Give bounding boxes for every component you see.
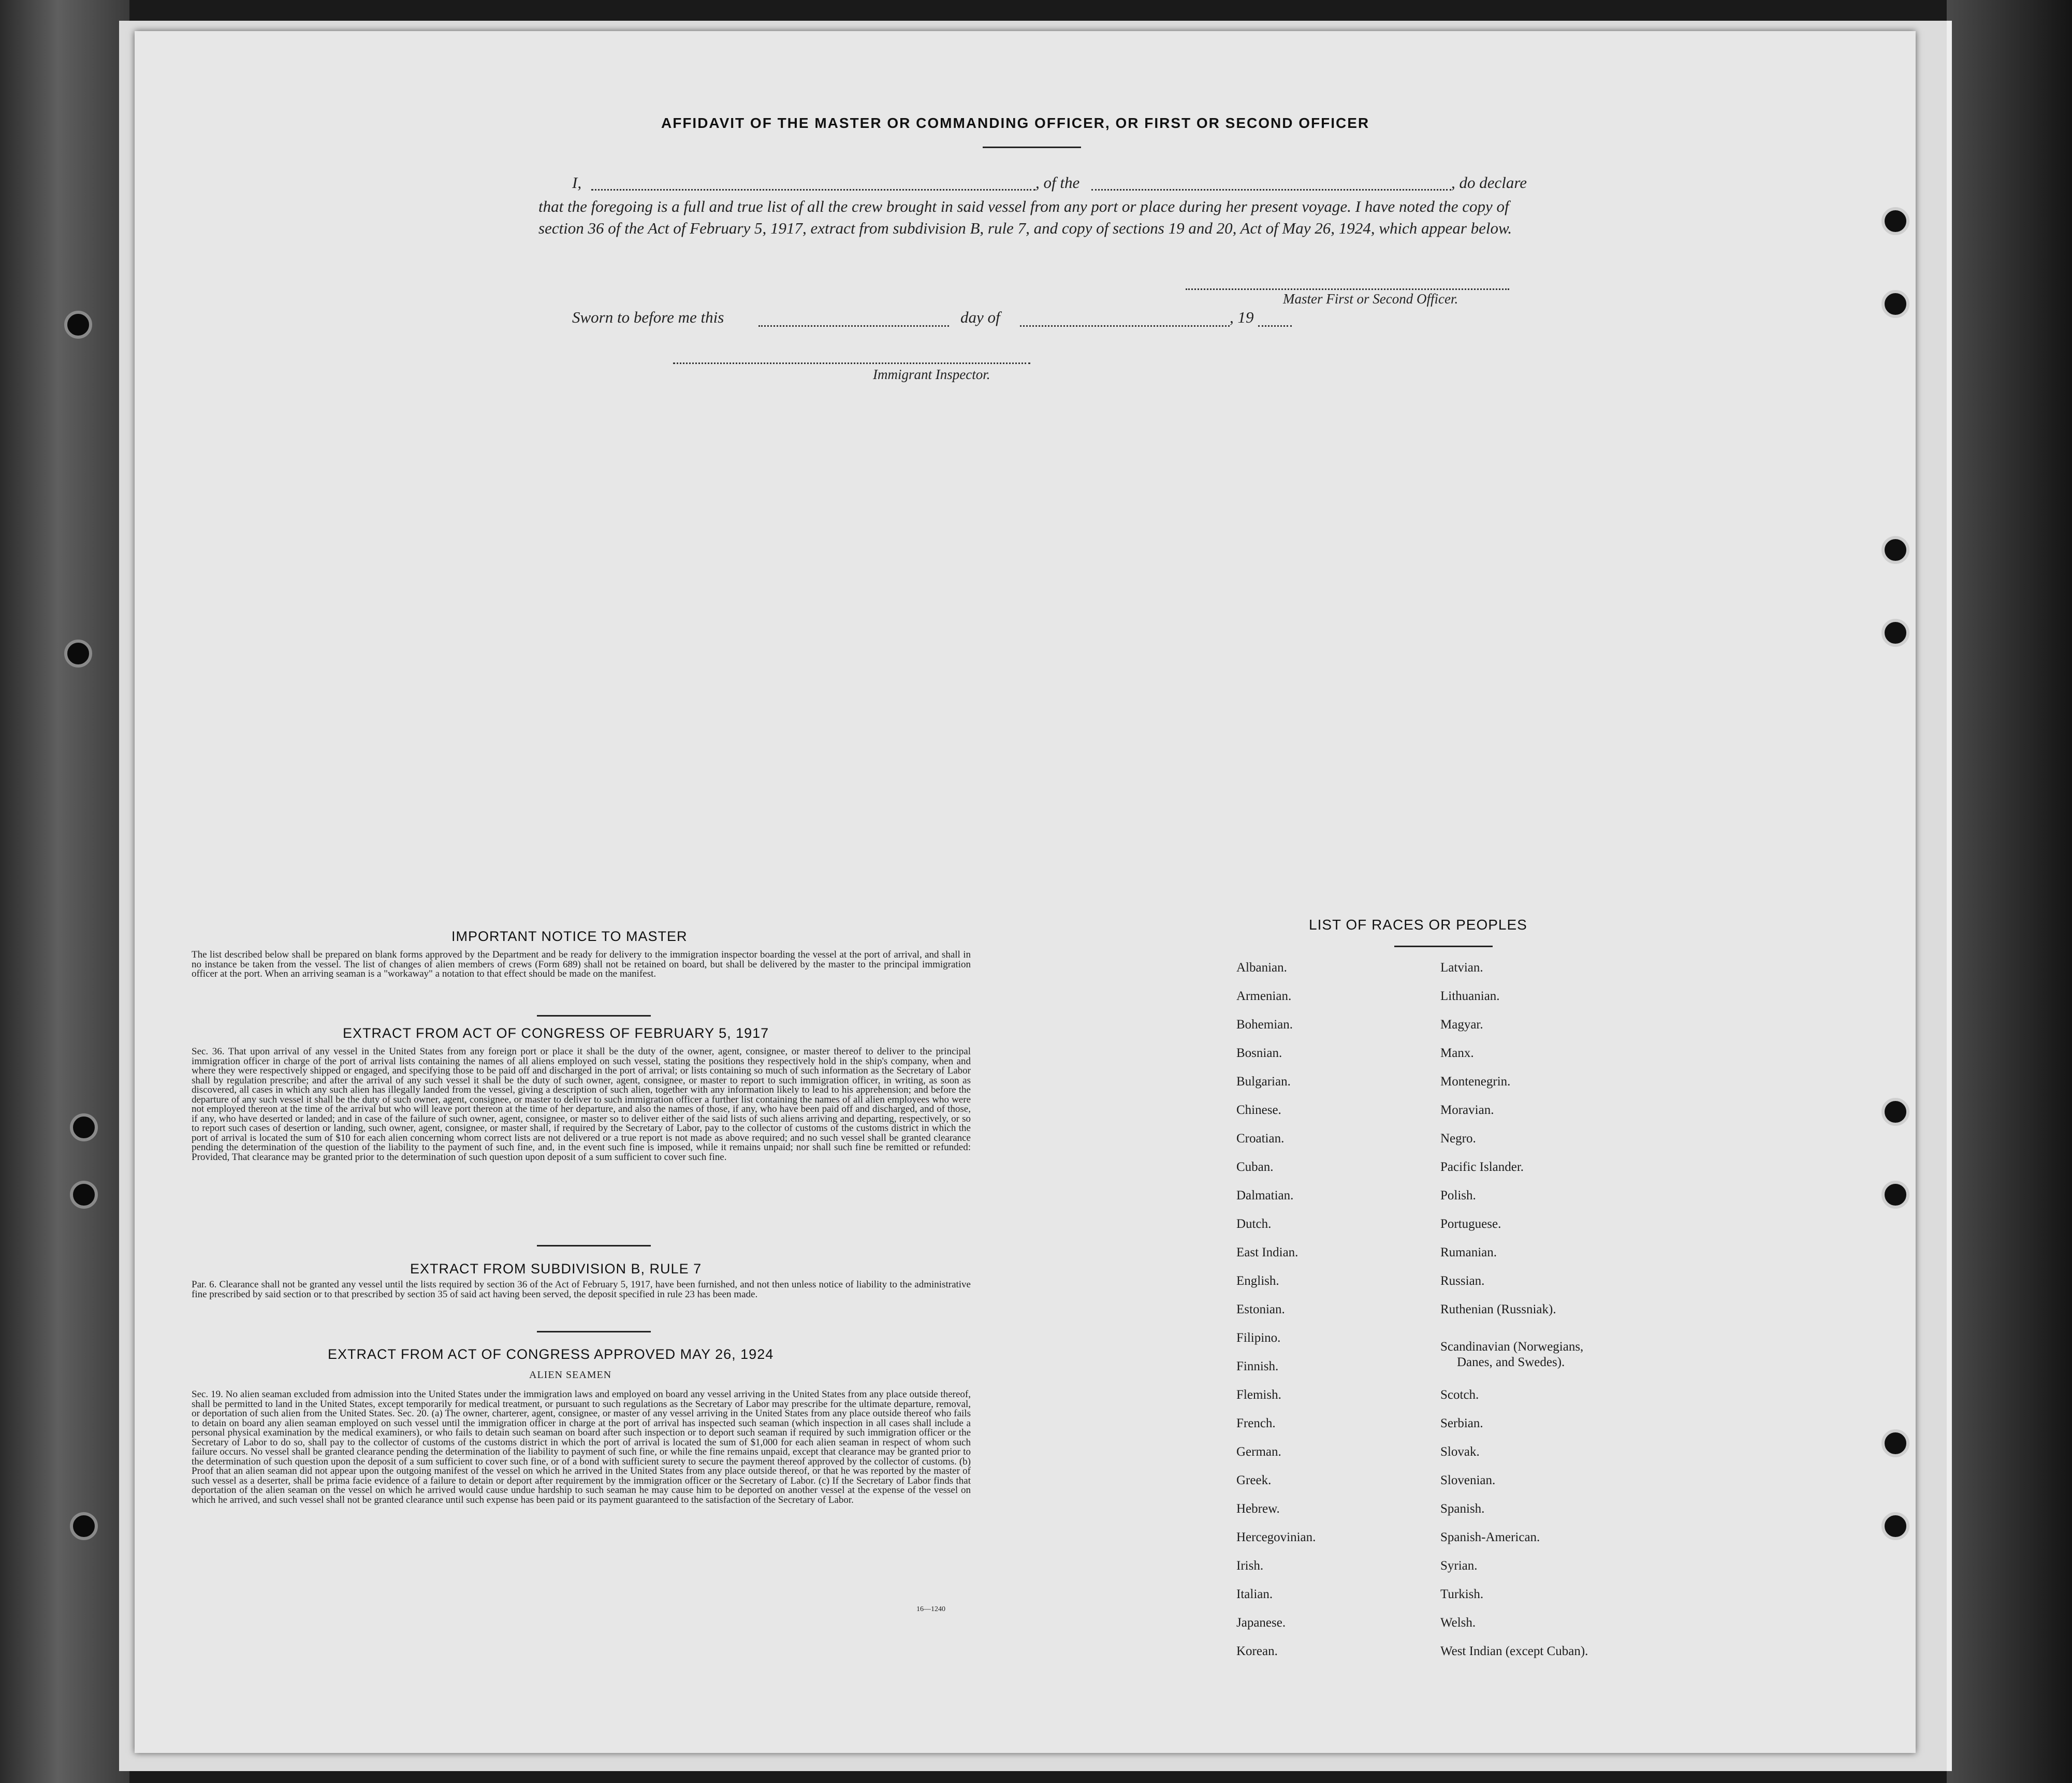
race-item: English. — [1236, 1274, 1279, 1288]
race-item: Croatian. — [1236, 1132, 1285, 1146]
race-item: Moravian. — [1440, 1103, 1494, 1117]
race-item: Dalmatian. — [1236, 1188, 1294, 1202]
extract-1924-subtitle: ALIEN SEAMEN — [529, 1369, 612, 1381]
race-item: French. — [1236, 1416, 1276, 1430]
race-item: Danes, and Swedes). — [1457, 1355, 1565, 1369]
race-item: Lithuanian. — [1440, 989, 1500, 1003]
binder-hole — [70, 1181, 98, 1209]
race-item: Armenian. — [1236, 989, 1292, 1003]
extract-rule7-title: EXTRACT FROM SUBDIVISION B, RULE 7 — [410, 1261, 702, 1277]
race-item: Bulgarian. — [1236, 1075, 1291, 1089]
extract-1917-body: Sec. 36. That upon arrival of any vessel in the United States from any foreign port or place it shall be the duty of the owner, agent, consignee, or master thereof to deliver to the principal immigration officer in charge of the port of arrival lists containing the names of all aliens employed on such vessel, stating the positions they respectively hold in the ship's company, when and where they were respectively shipped or engaged, and specifying those to be paid off and discharged in the port of arrival; or lists containing so much of such information as the Secretary of Labor shall by regulation prescribe; and after the arrival of any such vessel it shall be the duty of such owner, agent, consignee, or master to report to such immigration officer, in writing, as soon as discovered, all cases in which any such alien has illegally landed from the vessel, giving a description of such alien, together with any information likely to lead to his apprehension; and before the departure of any such vessel it shall be the duty of such owner, agent, consignee, or master to deliver to such immigration officer a further list containing the names of all alien employees who were not employed thereon at the time of the arrival but who will leave port thereon at the time of her departure, and also the names of those, if any, who have been paid off and discharged, and of those, if any, who have deserted or landed; and in case of the failure of such owner, agent, consignee, or master so to deliver either of the said lists of such aliens arriving and departing, respectively, or so to report such cases of desertion or landing, such owner, agent, consignee, or master shall, if required by the Secretary of Labor, pay to the collector of customs of the customs district in which the port of arrival is located the sum of $10 for each alien concerning whom correct lists are not delivered or a true report is not made as above required; and no such vessel shall be granted clearance pending the determination of the question of the liability to the payment of such fine, and, in the event such fine is imposed, while it remains unpaid; nor shall such fine be remitted or refunded: Provided, That clearance may be granted prior to the determination of such question upon deposit of a sum sufficient to cover such fine. — [192, 1046, 971, 1163]
race-item: Korean. — [1236, 1644, 1278, 1658]
sworn-month-field[interactable] — [1020, 325, 1230, 327]
race-item: Pacific Islander. — [1440, 1160, 1524, 1174]
race-item: Russian. — [1440, 1274, 1485, 1288]
affidavit-declaration: that the foregoing is a full and true list of all the crew brought in said vessel from any port or place during her present voyage. I have noted the copy of section 36 of the Act of February 5, 1917, extract from subdivision B, rule 7, and copy of sections 19 and 20, Act of May 26, 1924, which appear below. — [538, 197, 1512, 237]
race-item: Latvian. — [1440, 961, 1483, 975]
officer-signature-field[interactable] — [1186, 288, 1509, 290]
affidavit-declare-label: , do declare — [1451, 173, 1527, 192]
affidavit-of-the-label: , of the — [1035, 173, 1080, 192]
punch-hole — [1881, 536, 1909, 564]
binder-hole — [70, 1113, 98, 1141]
race-item: West Indian (except Cuban). — [1440, 1644, 1588, 1658]
binder-hole — [70, 1512, 98, 1540]
race-item: Negro. — [1440, 1132, 1476, 1146]
notice-body: The list described below shall be prepared on blank forms approved by the Department and be ready for delivery to the immigration inspector boarding the vessel at the port of arrival, and shall in no instance be taken from the vessel. The list of changes of alien members of crews (Form 689) shall not be retained on board, but shall be delivered by the master to the principal immigration officer at the port. When an arriving seaman is a "workaway" a notation to that effect should be made on the manifest. — [192, 949, 971, 979]
race-item: Finnish. — [1236, 1359, 1279, 1373]
punch-hole — [1881, 1098, 1909, 1126]
race-item: Bohemian. — [1236, 1018, 1293, 1032]
extract-rule7-body: Par. 6. Clearance shall not be granted any vessel until the lists required by section 36 of the Act of February 5, 1917, have been furnished, and not then unless notice of liability to the administrative fine prescribed by said section or to that prescribed by section 35 of said act having been served, the deposit specified in rule 23 has been made. — [192, 1279, 971, 1300]
race-item: Filipino. — [1236, 1331, 1281, 1345]
race-item: Albanian. — [1236, 961, 1287, 975]
race-item: Dutch. — [1236, 1217, 1272, 1231]
race-item: German. — [1236, 1445, 1281, 1459]
affidavit-i-label: I, — [572, 173, 582, 192]
race-item: Italian. — [1236, 1587, 1273, 1601]
race-item: Polish. — [1440, 1188, 1476, 1202]
race-item: Irish. — [1236, 1559, 1264, 1573]
inspector-caption: Immigrant Inspector. — [873, 367, 990, 382]
binder-strip — [0, 0, 129, 1783]
notice-title: IMPORTANT NOTICE TO MASTER — [451, 929, 688, 944]
form-number: 16—1240 — [916, 1605, 945, 1613]
race-item: Spanish-American. — [1440, 1530, 1540, 1544]
punch-hole — [1881, 1181, 1909, 1209]
punch-hole — [1881, 290, 1909, 318]
race-item: Welsh. — [1440, 1616, 1476, 1630]
sworn-year-field[interactable] — [1258, 325, 1292, 327]
race-item: Hercegovinian. — [1236, 1530, 1316, 1544]
divider — [1394, 946, 1493, 947]
divider — [537, 1245, 651, 1246]
sworn-label: Sworn to before me this — [572, 308, 724, 326]
signature-caption: Master First or Second Officer. — [1283, 291, 1458, 307]
race-item: Cuban. — [1236, 1160, 1274, 1174]
punch-hole — [1881, 1429, 1909, 1457]
race-item: Manx. — [1440, 1046, 1474, 1060]
extract-1917-title: EXTRACT FROM ACT OF CONGRESS OF FEBRUARY 5, 1917 — [343, 1025, 769, 1041]
race-item: Bosnian. — [1236, 1046, 1282, 1060]
race-item: Greek. — [1236, 1473, 1272, 1487]
race-item: Chinese. — [1236, 1103, 1281, 1117]
race-item: Slovak. — [1440, 1445, 1480, 1459]
divider — [983, 147, 1081, 148]
race-item: Syrian. — [1440, 1559, 1478, 1573]
binder-hole — [64, 311, 92, 339]
race-item: Scandinavian (Norwegians, — [1440, 1340, 1584, 1354]
race-item: Portuguese. — [1440, 1217, 1501, 1231]
master-name-field[interactable] — [591, 189, 1035, 191]
divider — [537, 1015, 651, 1017]
race-item: Ruthenian (Russniak). — [1440, 1302, 1556, 1316]
extract-1924-title: EXTRACT FROM ACT OF CONGRESS APPROVED MAY 26, 1924 — [328, 1346, 774, 1362]
punch-hole — [1881, 1512, 1909, 1540]
race-item: Spanish. — [1440, 1502, 1485, 1516]
race-item: Flemish. — [1236, 1388, 1281, 1402]
punch-hole — [1881, 619, 1909, 647]
extract-1924-body: Sec. 19. No alien seaman excluded from admission into the United States under the immigration laws and employed on board any vessel arriving in the United States from any place outside thereof, shall be permitted to land in the United States, except temporarily for medical treatment, or pursuant to such regulations as the Secretary of Labor may prescribe for the ultimate departure, removal, or deportation of such alien from the United States. Sec. 20. (a) The owner, charterer, agent, consignee, or master of any vessel arriving in the United States from any place outside thereof who fails to detain on board any alien seaman employed on such vessel until the immigration officer in charge at the port of arrival has inspected such seaman (which inspection in all cases shall include a personal physical examination by the medical examiners), or who fails to detain such seaman on board after such inspection or to deport such seaman if required by such immigration officer or the Secretary of Labor to do so, shall pay to the collector of customs of the customs district in which the port of arrival is located the sum of $1,000 for each alien seaman in respect of whom such failure occurs. No vessel shall be granted clearance pending the determination of the liability to payment of such fine, or while the fine remains unpaid, except that clearance may be granted prior to the determination of such question upon the deposit of a sum sufficient to cover such fine, or of a bond with sufficient surety to secure the payment thereof approved by the collector of customs. (b) Proof that an alien seaman did not appear upon the outgoing manifest of the vessel on which he arrived in the United States from any place outside thereof, or that he was reported by the master of such vessel as a deserter, shall be prima facie evidence of a failure to detain or deport after requirement by the immigration officer or the Secretary of Labor. (c) If the Secretary of Labor finds that deportation of the alien seaman on the vessel on which he arrived would cause undue hardship to such seaman he may cause him to be deported on another vessel at the expense of the vessel on which he arrived, and such vessel shall not be granted clearance until such expense has been paid or its payment guaranteed to the satisfaction of the Secretary of Labor. — [192, 1389, 971, 1505]
race-item: East Indian. — [1236, 1245, 1298, 1259]
race-item: Rumanian. — [1440, 1245, 1497, 1259]
year-label: , 19 — [1230, 308, 1254, 326]
sworn-day-field[interactable] — [758, 325, 949, 327]
day-of-label: day of — [960, 308, 1000, 326]
race-item: Serbian. — [1440, 1416, 1483, 1430]
races-title: LIST OF RACES OR PEOPLES — [1309, 917, 1527, 933]
race-item: Slovenian. — [1440, 1473, 1496, 1487]
vessel-name-field[interactable] — [1091, 189, 1451, 191]
inspector-signature-field[interactable] — [673, 363, 1030, 364]
race-item: Turkish. — [1440, 1587, 1484, 1601]
punch-hole — [1881, 207, 1909, 235]
race-item: Magyar. — [1440, 1018, 1483, 1032]
divider — [537, 1331, 651, 1332]
affidavit-title: AFFIDAVIT OF THE MASTER OR COMMANDING OFFICER, OR FIRST OR SECOND OFFICER — [661, 115, 1370, 131]
race-item: Scotch. — [1440, 1388, 1479, 1402]
binder-hole — [64, 640, 92, 668]
race-item: Estonian. — [1236, 1302, 1285, 1316]
race-item: Hebrew. — [1236, 1502, 1280, 1516]
race-item: Japanese. — [1236, 1616, 1286, 1630]
page-edge — [1947, 0, 2072, 1783]
race-item: Montenegrin. — [1440, 1075, 1511, 1089]
